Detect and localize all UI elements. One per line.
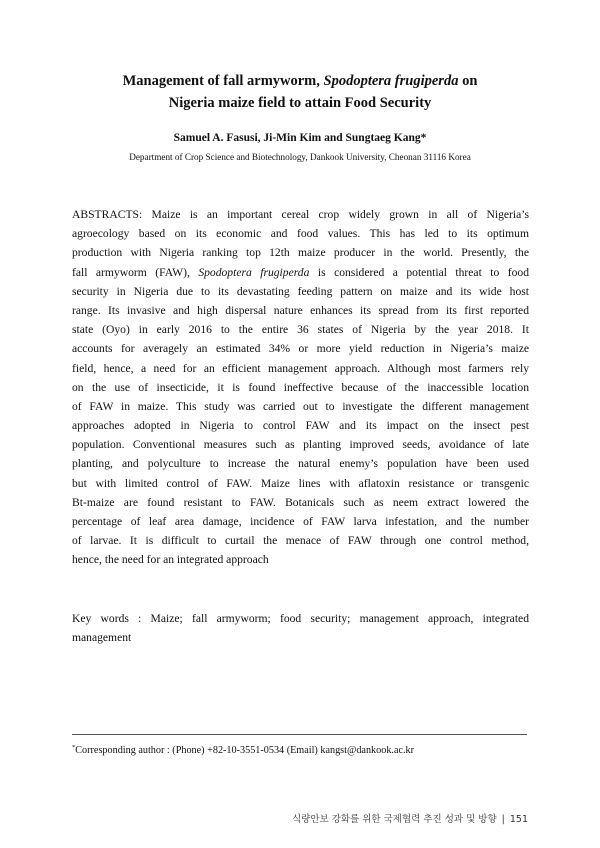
title-line-1: [60, 70, 540, 92]
abstract-line: state (Oyo) in early 2016 to the entire 36 states of Nigeria by the year 2018. It: [72, 323, 529, 337]
abstract-line: percentage of leaf area damage, incidence of FAW larva infestation, and the number: [72, 515, 529, 528]
title-text-suffix: on: [458, 73, 478, 89]
abstract-line: but with limited control of FAW. Maize lines with aflatoxin resistance or transgenic: [72, 476, 529, 490]
abstract-line: accounts for averagely an estimated 34% or more yield reduction in Nigeria’s maize: [72, 342, 529, 356]
keywords-line: Key words : Maize; fall armyworm; food security; management approach, integrated: [72, 612, 529, 625]
author-list: Samuel A. Fasusi, Ji-Min Kim and Sungtaeg Kang*: [173, 132, 427, 144]
title-line-2: Nigeria maize field to attain Food Security: [168, 95, 432, 111]
paper-title: [60, 70, 540, 114]
abstract-text: fall armyworm (FAW),: [72, 265, 199, 279]
keywords: [72, 609, 529, 647]
footer-separator: |: [501, 814, 505, 825]
abstract-line: ABSTRACTS: Maize is an important cereal crop widely grown in all of Nigeria’s: [72, 208, 529, 221]
affiliation: Department of Crop Science and Biotechnology, Dankook University, Cheonan 31116 Korea: [129, 152, 471, 162]
footnote-divider: [72, 734, 527, 735]
abstract-line: approaches adopted in Nigeria to control FAW and its impact on the insect pest: [72, 419, 529, 433]
abstract-line: security in Nigeria due to its devastating feeding pattern on maize and its wide host: [72, 284, 529, 298]
corresponding-author-footnote: [72, 744, 414, 756]
page-footer: [292, 811, 528, 825]
abstract-line: on the use of insecticide, it is found ineffective because of the inaccessible location: [72, 380, 529, 394]
keywords-line: management: [72, 631, 132, 645]
title-species-name: Spodoptera frugiperda: [323, 73, 459, 89]
abstract-line: [72, 263, 529, 282]
abstract-line: field, hence, a need for an efficient management approach. Although most farmers rely: [72, 361, 529, 375]
abstract: [72, 205, 529, 570]
abstract-species-name: Spodoptera frugiperda: [198, 265, 310, 279]
abstract-line: hence, the need for an integrated approach: [72, 553, 269, 567]
abstract-line: planting, and polyculture to increase the natural enemy’s population have been used: [72, 457, 529, 471]
title-text: Management of fall armyworm,: [122, 73, 324, 89]
abstract-line: production with Nigeria ranking top 12th maize producer in the world. Presently, the: [72, 246, 529, 260]
abstract-line: agroecology based on its economic and food values. This has led to its optimum: [72, 227, 529, 241]
running-title: 식량안보 강화를 위한 국제협력 추진 성과 및 방향: [291, 814, 497, 825]
abstract-line: of larvae. It is difficult to curtail the menace of FAW through one control method,: [72, 534, 529, 548]
abstract-line: Bt-maize are found resistant to FAW. Botanicals such as neem extract lowered the: [72, 495, 529, 509]
abstract-line: range. Its invasive and high dispersal nature enhances its spread from its first reported: [72, 303, 529, 317]
abstract-text: is considered a potential threat to food: [309, 265, 529, 279]
abstract-line: population. Conventional measures such as planting improved seeds, avoidance of late: [72, 438, 529, 452]
abstract-line: of FAW in maize. This study was carried out to investigate the different management: [72, 399, 529, 413]
page-number: 151: [509, 814, 528, 825]
footnote-text: Corresponding author : (Phone) +82-10-3551-0534 (Email) kangst@dankook.ac.kr: [75, 745, 415, 756]
footnote-marker: *: [72, 744, 76, 751]
